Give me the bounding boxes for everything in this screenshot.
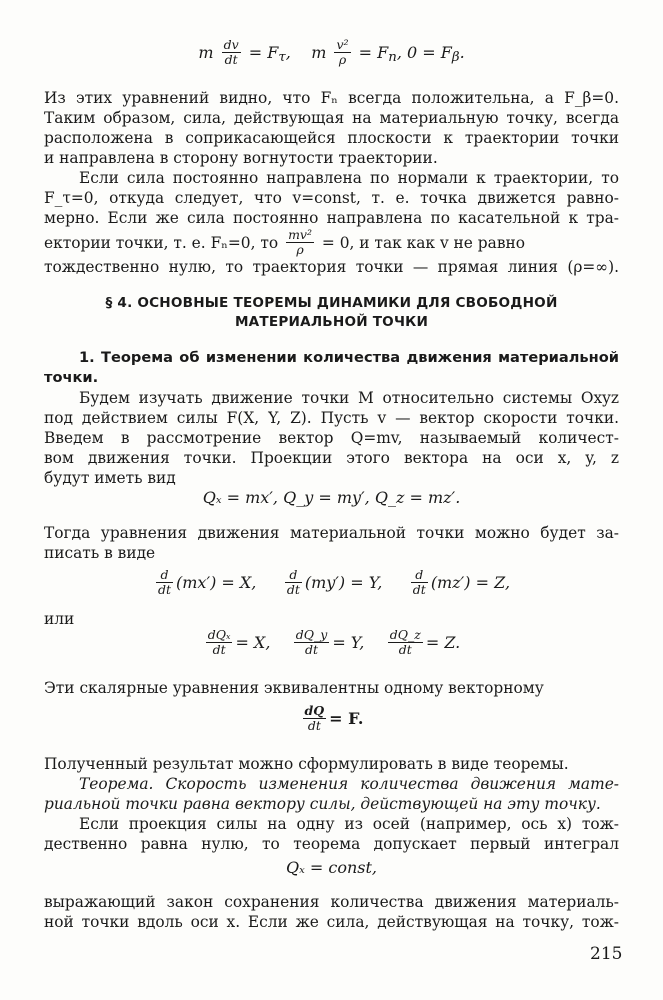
page-number: 215 <box>590 944 623 964</box>
text-line-with-fraction: ектории точки, т. е. Fₙ=0, то $\frac{\text{mv²}}{\rho}$ = 0, и так как v не равно <box>44 227 526 257</box>
section-heading: § 4. ОСНОВНЫЕ ТЕОРЕМЫ ДИНАМИКИ ДЛЯ СВОБОДНОЙ <box>105 295 558 311</box>
text-line: Если проекция силы на одну из осей (например, ось x) тож- <box>79 815 619 833</box>
fraction: $\frac{dv}{dt}$ <box>223 37 239 67</box>
fraction: $\frac{d}{dt}$ <box>412 567 426 597</box>
text-line: мерно. Если же сила постоянно направлена по касательной к тра- <box>44 209 619 227</box>
text-line: Из этих уравнений видно, что Fₙ всегда положительна, а F_β=0. <box>44 89 619 107</box>
text-line: писать в виде <box>44 544 156 562</box>
text-line: будут иметь вид <box>44 469 176 487</box>
equation-2: Qₓ = mx′, Q_y = my′, Q_z = mz′. <box>202 488 461 507</box>
fraction: $\frac{dQ\_y}{dt}$ <box>295 627 328 657</box>
fraction: $\frac{d}{dt}$ <box>157 567 171 597</box>
text-line: расположена в соприкасающейся плоскости к траектории точки <box>44 129 619 147</box>
fraction: $\frac{d}{dt}$ <box>286 567 300 597</box>
section-heading: МАТЕРИАЛЬНОЙ ТОЧКИ <box>234 314 429 330</box>
text-line: Если сила постоянно направлена по нормали к траектории, то <box>79 169 619 187</box>
text-line: под действием силы F(X, Y, Z). Пусть v — вектор скорости точки. <box>44 409 619 427</box>
text-line: Полученный результат можно сформулировать в виде теоремы. <box>44 755 569 773</box>
fraction: $\frac{\text{dQₓ}}{dt}$ <box>207 627 231 657</box>
subsection-heading: точки. <box>44 369 99 386</box>
text-line: вом движения точки. Проекции этого вектора на оси x, y, z <box>44 449 619 467</box>
text-line: выражающий закон сохранения количества движения материаль- <box>44 893 619 911</box>
text-line: Тогда уравнения движения материальной точки можно будет за- <box>44 524 619 542</box>
text-line: Введем в рассмотрение вектор Q=mv, называемый количест- <box>44 429 619 447</box>
equation-1: m $\frac{dv}{dt}$ = $F_\tau$, m $\frac{\text{v²}}{\rho}$ = $F_n$, $0 = F_\beta$. <box>198 37 465 67</box>
text-line: дественно равна нулю, то теорема допускает первый интеграл <box>44 835 619 853</box>
subsection-heading: 1. Теорема об изменении количества движения материальной <box>79 349 619 366</box>
text-line: F_τ=0, откуда следует, что v=const, т. е. точка движется равно- <box>44 189 619 207</box>
fraction: $\frac{\text{mv²}}{\rho}$ <box>288 227 313 257</box>
fraction: $\frac{dQ}{dt}$ <box>304 703 325 733</box>
text-line: и направлена в сторону вогнутости траектории. <box>44 149 438 167</box>
theorem-line: Теорема. Скорость изменения количества движения мате- <box>79 775 619 793</box>
equation-3: $\frac{d}{dt}$ (mx′) = X, $\frac{d}{dt}$ (my′) = Y, $\frac{d}{dt}$ (mz′) = Z, <box>157 567 511 597</box>
text-line: или <box>44 610 75 628</box>
equation-5: $\frac{dQ}{dt}$ = F. <box>304 703 364 733</box>
equation-4: $\frac{\text{dQₓ}}{dt}$ = X, $\frac{dQ\_y}{dt}$ = Y, $\frac{dQ\_z}{dt}$ = Z. <box>207 627 461 657</box>
fraction: $\frac{\text{v²}}{\rho}$ <box>336 37 349 67</box>
equation-6: Qₓ = const, <box>286 858 377 877</box>
text-line: ной точки вдоль оси x. Если же сила, действующая на точку, тож- <box>44 913 619 931</box>
text-line: Таким образом, сила, действующая на материальную точку, всегда <box>44 109 619 127</box>
text-line: Эти скалярные уравнения эквивалентны одному векторному <box>44 679 544 697</box>
text-line: тождественно нулю, то траектория точки — прямая линия (ρ=∞). <box>44 258 619 276</box>
text-line: Будем изучать движение точки M относительно системы Oxyz <box>79 389 619 407</box>
theorem-line: риальной точки равна вектору силы, действующей на эту точку. <box>44 795 601 813</box>
fraction: $\frac{dQ\_z}{dt}$ <box>389 627 421 657</box>
